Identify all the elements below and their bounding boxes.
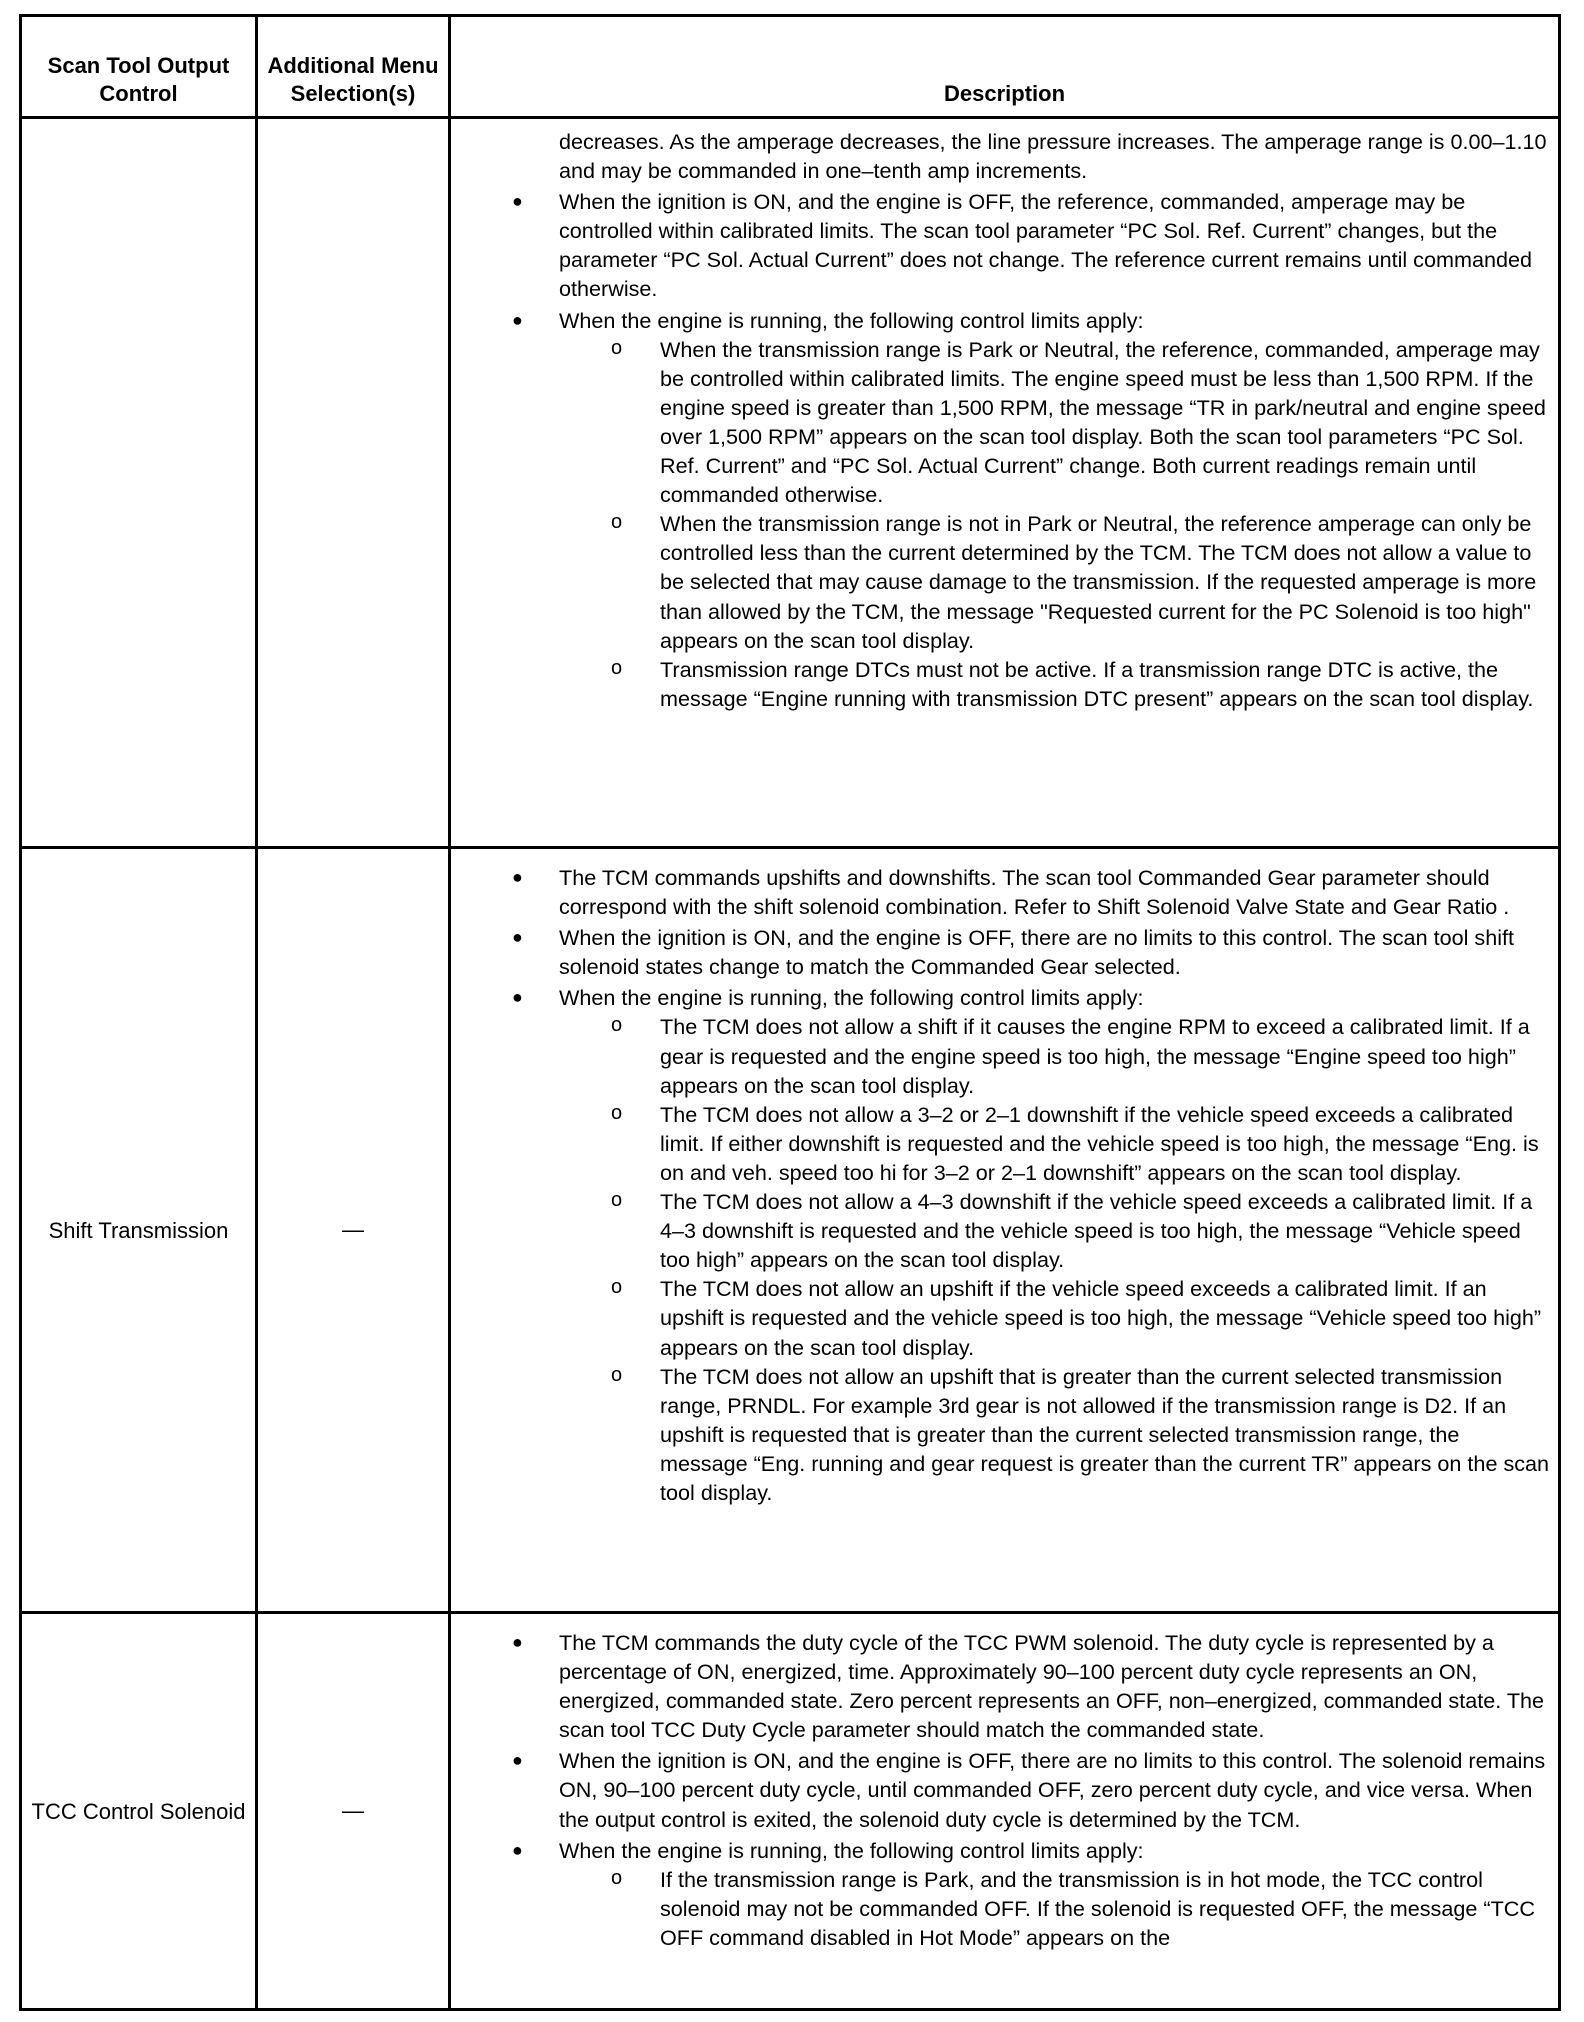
bullet-mark: ● xyxy=(512,1839,523,1860)
sub-item: o The TCM does not allow a shift if it causes the engine RPM to exceed a calibrated limit. If a gear is requested and the engine speed is too high, the message “Engine speed too high” appears on the scan tool display. xyxy=(559,1012,1550,1099)
sub-mark: o xyxy=(611,1363,623,1386)
row-label xyxy=(21,118,257,848)
sub-mark: o xyxy=(611,1866,623,1889)
row-menu-selection: — xyxy=(257,848,450,1613)
header-description: Description xyxy=(450,16,1560,118)
bullet-item: ● When the engine is running, the following control limits apply: o If the transmission range is Park, and the transmission is in hot mode, the TCC control solenoid may not be commanded OFF. If the solenoid is requested OFF, the message “TCC OFF command disabled in Hot Mode” appears on the xyxy=(459,1836,1550,1952)
bullet-list xyxy=(459,1628,1550,1952)
table-row xyxy=(21,1613,1560,2010)
sub-item: o If the transmission range is Park, and the transmission is in hot mode, the TCC control solenoid may not be commanded OFF. If the solenoid is requested OFF, the message “TCC OFF command disabled in Hot Mode” appears on the xyxy=(559,1865,1550,1952)
sub-mark: o xyxy=(611,656,623,679)
sub-mark: o xyxy=(611,1014,623,1037)
bullet-item: ● When the engine is running, the following control limits apply: o When the transmission range is Park or Neutral, the reference, commanded, amperage may be controlled within calibrated limits. The engine speed must be less than 1,500 RPM. If the engine speed is greater than 1,500 RPM, the message “TR in park/neutral and engine speed over 1,500 RPM” appears on the scan tool display. Both the scan tool parameters “PC Sol. Ref. Current” and “PC Sol. Actual Current” change. Both current readings remain until commanded otherwise. o When the transmission range is not in Park or Neutral, the reference amperage can only be controlled less than the current determined by the TCM. The TCM does not allow a value to be selected that may cause damage to the transmission. If the requested amperage is more than allowed by the TCM, the message "Requested current for the PC Solenoid is too high" appears on the scan tool display. o Transmission range DTCs must not be active. If a transmission range DTC is active, the message “Engine running with transmission DTC present” appears on the scan tool display. xyxy=(459,306,1550,713)
table-row xyxy=(21,118,1560,848)
table-row xyxy=(21,848,1560,1613)
sub-mark: o xyxy=(611,1101,623,1124)
description-continuation: decreases. As the amperage decreases, the line pressure increases. The amperage range is 0.00–1.10 and may be commanded in one–tenth amp increments. xyxy=(559,129,1547,184)
sub-list xyxy=(559,1865,1550,1952)
row-label: TCC Control Solenoid xyxy=(21,1613,257,2010)
output-control-table xyxy=(19,14,1561,2011)
table-header-row xyxy=(21,16,1560,118)
sub-item: o The TCM does not allow an upshift that is greater than the current selected transmission range, PRNDL. For example 3rd gear is not allowed if the transmission range is D2. If an upshift is requested that is greater than the current selected transmission range, the message “Eng. running and gear request is greater than the current TR” appears on the scan tool display. xyxy=(559,1362,1550,1507)
bullet-item: ● When the ignition is ON, and the engine is OFF, there are no limits to this control. The scan tool shift solenoid states change to match the Commanded Gear selected. xyxy=(512,925,1514,980)
bullet-mark: ● xyxy=(512,867,523,887)
sub-item: o The TCM does not allow an upshift if the vehicle speed exceeds a calibrated limit. If an upshift is requested and the vehicle speed is too high, the message “Vehicle speed too high” appears on the scan tool display. xyxy=(559,1274,1550,1361)
sub-item: o The TCM does not allow a 3–2 or 2–1 downshift if the vehicle speed exceeds a calibrated limit. If either downshift is requested and the vehicle speed is too high, the message “Eng. is on and veh. speed too hi for 3–2 or 2–1 downshift” appears on the scan tool display. xyxy=(559,1100,1550,1187)
row-menu-selection xyxy=(257,118,450,848)
sub-mark: o xyxy=(611,336,623,359)
sub-mark: o xyxy=(611,1189,623,1212)
bullet-item: ● When the ignition is ON, and the engine is OFF, there are no limits to this control. The solenoid remains ON, 90–100 percent duty cycle, until commanded OFF, zero percent duty cycle, and vice versa. When the output control is exited, the solenoid duty cycle is determined by the TCM. xyxy=(512,1748,1546,1832)
bullet-mark: ● xyxy=(512,927,523,948)
sub-item: o The TCM does not allow a 4–3 downshift if the vehicle speed exceeds a calibrated limit. If a 4–3 downshift is requested and the vehicle speed is too high, the message “Vehicle speed too high” appears on the scan tool display. xyxy=(559,1187,1550,1274)
row-description xyxy=(450,118,1560,848)
sub-mark: o xyxy=(611,511,623,534)
bullet-item: ● When the engine is running, the following control limits apply: o The TCM does not allow a shift if it causes the engine RPM to exceed a calibrated limit. If a gear is requested and the engine speed is too high, the message “Engine speed too high” appears on the scan tool display. o The TCM does not allow a 3–2 or 2–1 downshift if the vehicle speed exceeds a calibrated limit. If either downshift is requested and the vehicle speed is too high, the message “Eng. is on and veh. speed too hi for 3–2 or 2–1 downshift” appears on the scan tool display. o The TCM does not allow a 4–3 downshift if the vehicle speed exceeds a calibrated limit. If a 4–3 downshift is requested and the vehicle speed is too high, the message “Vehicle speed too high” appears on the scan tool display. o The TCM does not allow an upshift if the vehicle speed exceeds a calibrated limit. If an upshift is requested and the vehicle speed is too high, the message “Vehicle speed too high” appears on the scan tool display. o The TCM does not allow an upshift that is greater than the current selected transmission range, PRNDL. For example 3rd gear is not allowed if the transmission range is D2. If an upshift is requested that is greater than the current selected transmission range, the message “Eng. running and gear request is greater than the current TR” appears on the scan tool display. xyxy=(459,983,1550,1507)
sub-item: o When the transmission range is not in Park or Neutral, the reference amperage can only be controlled less than the current determined by the TCM. The TCM does not allow a value to be selected that may cause damage to the transmission. If the requested amperage is more than allowed by the TCM, the message "Requested current for the PC Solenoid is too high" appears on the scan tool display. xyxy=(559,509,1550,654)
sub-item: o Transmission range DTCs must not be active. If a transmission range DTC is active, the message “Engine running with transmission DTC present” appears on the scan tool display. xyxy=(559,655,1550,713)
row-description xyxy=(450,848,1560,1613)
sub-list xyxy=(559,1012,1550,1507)
sub-mark: o xyxy=(611,1276,623,1299)
bullet-mark: ● xyxy=(512,191,523,212)
header-output-control: Scan Tool Output Control xyxy=(21,16,257,118)
bullet-list xyxy=(459,863,1550,1507)
row-label: Shift Transmission xyxy=(21,848,257,1613)
bullet-item: ● The TCM commands the duty cycle of the TCC PWM solenoid. The duty cycle is represented by a percentage of ON, energized, time. Approximately 90–100 percent duty cycle represents an ON, energized, commanded state. Zero percent represents an OFF, non–energized, commanded state. The scan tool TCC Duty Cycle parameter should match the commanded state. xyxy=(512,1630,1545,1743)
bullet-item: ● When the ignition is ON, and the engine is OFF, the reference, commanded, amperage may be controlled within calibrated limits. The scan tool parameter “PC Sol. Ref. Current” changes, but the parameter “PC Sol. Actual Current” does not change. The reference current remains until commanded otherwise. xyxy=(512,189,1533,302)
bullet-mark: ● xyxy=(512,1750,523,1771)
header-menu-selection: Additional Menu Selection(s) xyxy=(257,16,450,118)
row-menu-selection: — xyxy=(257,1613,450,2010)
bullet-list xyxy=(459,187,1550,713)
bullet-mark: ● xyxy=(512,309,523,330)
bullet-mark: ● xyxy=(512,1632,523,1652)
bullet-item: ● The TCM commands upshifts and downshifts. The scan tool Commanded Gear parameter should correspond with the shift solenoid combination. Refer to Shift Solenoid Valve State and Gear Ratio . xyxy=(512,865,1510,920)
bullet-mark: ● xyxy=(512,987,523,1008)
row-description xyxy=(450,1613,1560,2010)
sub-item: o When the transmission range is Park or Neutral, the reference, commanded, amperage may be controlled within calibrated limits. The engine speed must be less than 1,500 RPM. If the engine speed is greater than 1,500 RPM, the message “TR in park/neutral and engine speed over 1,500 RPM” appears on the scan tool display. Both the scan tool parameters “PC Sol. Ref. Current” and “PC Sol. Actual Current” change. Both current readings remain until commanded otherwise. xyxy=(559,335,1550,510)
sub-list xyxy=(559,335,1550,713)
